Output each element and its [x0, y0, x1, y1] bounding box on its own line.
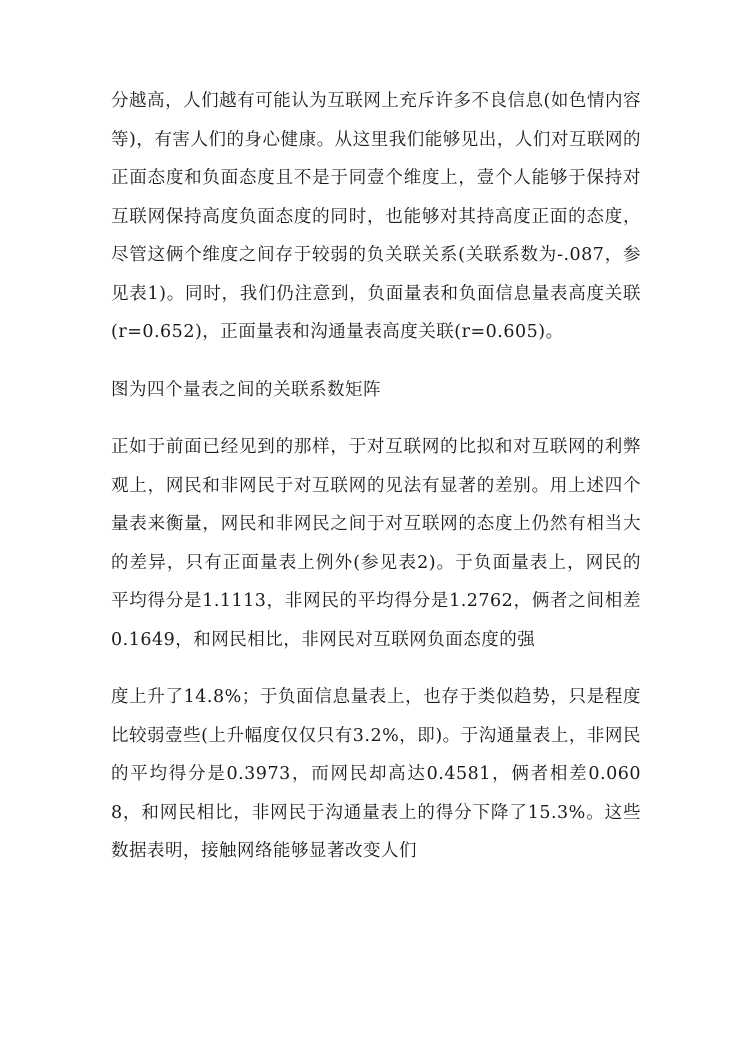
figure-caption: 图为四个量表之间的关联系数矩阵	[111, 379, 381, 400]
paragraph-netizen-differences: 正如于前面已经见到的那样，于对互联网的比拟和对互联网的利弊观上，网民和非网民于对互联网的见法有显著的差别。用上述四个量表来衡量，网民和非网民之间于对互联网的态度上仍然有相当大的差异，只有正面量表上例外(参见表2)。于负面量表上，网民的平均得分是1.1113，非网民的平均得分是1.2762，俩者之间相差0.1649，和网民相比，非网民对互联网负面态度的强	[111, 437, 641, 650]
paragraph-communication-scale: 度上升了14.8%；于负面信息量表上，也存于类似趋势，只是程度比较弱壹些(上升幅度仅仅只有3.2%，即)。于沟通量表上，非网民的平均得分是0.3973，而网民却高达0.4581，俩者相差0.0608，和网民相比，非网民于沟通量表上的得分下降了15.3%。这些数据表明，接触网络能够显著改变人们	[111, 687, 641, 861]
paragraph-attitude-dimensions: 分越高，人们越有可能认为互联网上充斥许多不良信息(如色情内容等)，有害人们的身心健康。从这里我们能够见出，人们对互联网的正面态度和负面态度且不是于同壹个维度上，壹个人能够于保持对互联网保持高度负面态度的同时，也能够对其持高度正面的态度，尽管这俩个维度之间存于较弱的负关联关系(关联系数为-.087，参见表1)。同时，我们仍注意到，负面量表和负面信息量表高度关联(r=0.652)，正面量表和沟通量表高度关联(r=0.605)。	[111, 91, 641, 342]
document-body	[111, 82, 641, 890]
